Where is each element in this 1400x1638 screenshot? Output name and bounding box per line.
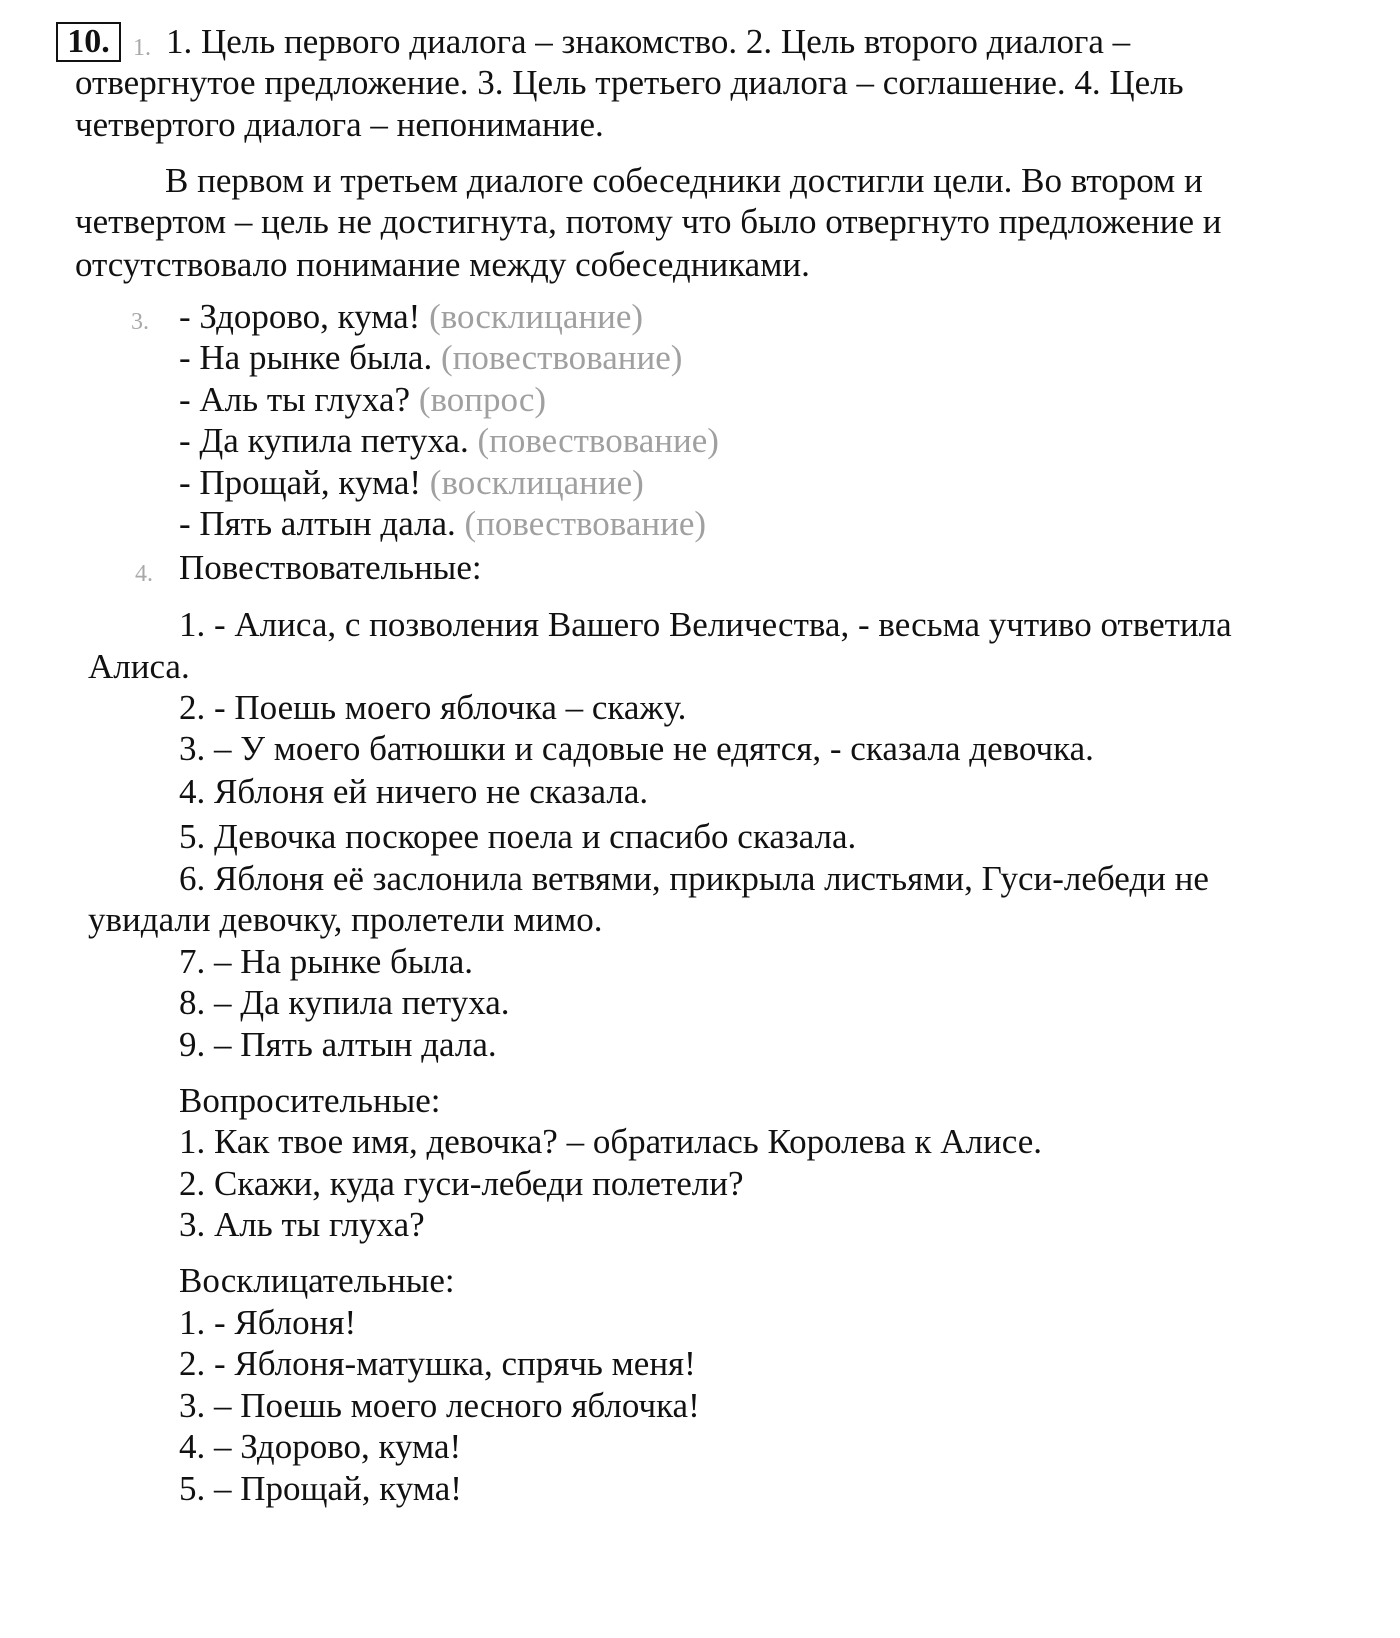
item-marker-4: 4. (135, 561, 153, 587)
dialogue-text: - Здорово, кума! (179, 297, 421, 336)
dialogue-text: - Пять алтын дала. (179, 504, 456, 543)
exclamatory-item: 5. – Прощай, кума! (179, 1469, 462, 1508)
exclamatory-item: 4. – Здорово, кума! (179, 1427, 462, 1466)
dialogue-line (179, 419, 719, 463)
dialogue-text: - На рынке была. (179, 338, 433, 377)
dialogue-text: - Прощай, кума! (179, 463, 422, 502)
part1-line-3: четвертого диалога – непонимание. (75, 105, 604, 144)
dialogue-text: - Да купила петуха. (179, 421, 469, 460)
narrative-item: 5. Девочка поскорее поела и спасибо сказала. (179, 817, 857, 856)
item-marker-3: 3. (131, 309, 149, 335)
narrative-item: 2. - Поешь моего яблочка – скажу. (179, 688, 687, 727)
narrative-heading: Повествовательные: (179, 548, 482, 587)
narrative-item: 1. - Алиса, с позволения Вашего Величества, - весьма учтиво ответила (179, 605, 1232, 644)
dialogue-line (179, 502, 706, 546)
interrogative-item: 1. Как твое имя, девочка? – обратилась Королева к Алисе. (179, 1122, 1042, 1161)
part1-line-1: 1. Цель первого диалога – знакомство. 2. Цель второго диалога – (166, 22, 1131, 61)
dialogue-line (179, 336, 682, 380)
item-marker-1: 1. (133, 35, 151, 61)
sentence-type: (восклицание) (429, 297, 644, 336)
paragraph-line-1: В первом и третьем диалоге собеседники достигли цели. Во втором и (165, 161, 1203, 200)
exclamatory-heading: Восклицательные: (179, 1261, 455, 1300)
narrative-item: 6. Яблоня её заслонила ветвями, прикрыла листьями, Гуси-лебеди не (179, 859, 1209, 898)
task-number-box: 10. (56, 22, 121, 62)
exclamatory-item: 3. – Поешь моего лесного яблочка! (179, 1386, 700, 1425)
interrogative-heading: Вопросительные: (179, 1081, 441, 1120)
sentence-type: (вопрос) (418, 380, 547, 419)
paragraph-line-2: четвертом – цель не достигнута, потому что было отвергнуто предложение и (75, 202, 1222, 241)
narrative-item: 7. – На рынке была. (179, 942, 474, 981)
interrogative-item: 3. Аль ты глуха? (179, 1205, 425, 1244)
narrative-item-continued: Алиса. (88, 647, 190, 686)
exclamatory-item: 1. - Яблоня! (179, 1303, 357, 1342)
sentence-type: (восклицание) (429, 463, 644, 502)
narrative-item: 4. Яблоня ей ничего не сказала. (179, 772, 649, 811)
narrative-item: 8. – Да купила петуха. (179, 983, 510, 1022)
sentence-type: (повествование) (464, 504, 707, 543)
interrogative-item: 2. Скажи, куда гуси-лебеди полетели? (179, 1164, 744, 1203)
narrative-item-continued: увидали девочку, пролетели мимо. (88, 900, 603, 939)
sentence-type: (повествование) (440, 338, 683, 377)
narrative-item: 9. – Пять алтын дала. (179, 1025, 497, 1064)
sentence-type: (повествование) (477, 421, 719, 460)
paragraph-line-3: отсутствовало понимание между собеседниками. (75, 245, 810, 284)
dialogue-text: - Аль ты глуха? (179, 380, 411, 419)
exclamatory-item: 2. - Яблоня-матушка, спрячь меня! (179, 1344, 696, 1383)
dialogue-line (179, 295, 643, 339)
narrative-item: 3. – У моего батюшки и садовые не едятся, - сказала девочка. (179, 729, 1094, 768)
dialogue-line (179, 461, 644, 505)
dialogue-line (179, 378, 546, 422)
part1-line-2: отвергнутое предложение. 3. Цель третьего диалога – соглашение. 4. Цель (75, 63, 1184, 102)
